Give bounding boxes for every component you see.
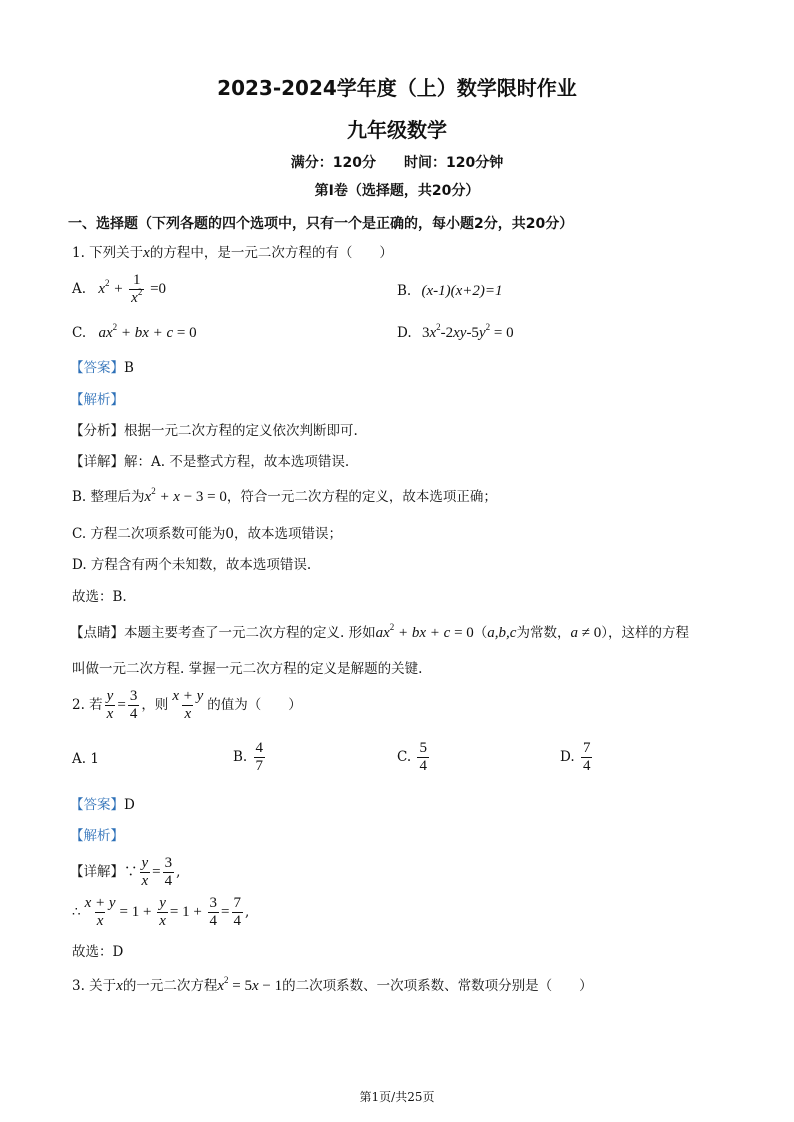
q1-fenxi: 【分析】根据一元二次方程的定义依次判断即可. — [70, 423, 358, 439]
q1-dianjing: 【点睛】本题主要考查了一元二次方程的定义. 形如$ax^2$ + bx + c = 0（a,b,c为常数，a ≠ 0），这样的方程 — [70, 622, 689, 641]
q2-choose: 故选：D — [72, 944, 124, 960]
q2-option-a: A. 1 — [72, 751, 99, 767]
q2-detail-line1: 【详解】∵ $\frac{y}{x}$ = $\frac{3}{4}$ , — [70, 855, 181, 889]
q1-stem: 1. 下列关于x的方程中，是一元二次方程的有（ ） — [72, 245, 393, 261]
q1-detail-d: D. 方程含有两个未知数，故本选项错误. — [72, 557, 312, 573]
q2-option-d: D. $\frac{7}{4}$ — [560, 740, 591, 774]
q1-detail-a: 【详解】解：A. 不是整式方程，故本选项错误. — [70, 454, 350, 470]
q1-analysis-tag: 【解析】 — [70, 392, 124, 408]
q1-dianjing-line2: 叫做一元二次方程. 掌握一元二次方程的定义是解题的关键. — [72, 661, 423, 677]
q1-option-b: B. (x-1)(x+2)=1 — [397, 283, 503, 299]
section-heading: 一、选择题（下列各题的四个选项中，只有一个是正确的，每小题2分，共20分） — [68, 216, 574, 232]
q2-option-c: C. $\frac{5}{4}$ — [397, 740, 427, 774]
q1-option-a: A. $x^2$ + $\frac{1}{x^2}$ =0 — [72, 272, 167, 306]
document-title: 2023-2024学年度（上）数学限时作业 — [217, 76, 577, 100]
q2-option-b: B. $\frac{4}{7}$ — [233, 740, 264, 774]
q2-detail-line2: ∴ $\frac{x + y}{x}$ = 1 + $\frac{y}{x}$ = 1 + $\frac{3}{4}$ = $\frac{7}{4}$ , — [72, 895, 250, 929]
q1-detail-c: C. 方程二次项系数可能为0，故本选项错误； — [72, 526, 343, 542]
q1-answer: 【答案】B — [70, 360, 134, 376]
document-subtitle: 九年级数学 — [347, 118, 447, 142]
q3-stem: 3. 关于x的一元二次方程$x^2 = 5x - 1$的二次项系数、一次项系数、常数项分别是（ ） — [72, 975, 593, 994]
q2-stem: 2. 若 $\frac{y}{x}$ = $\frac{3}{4}$ ，则 $\frac{x + y}{x}$ 的值为（ ） — [72, 688, 302, 722]
q1-option-d: D. $3x^2-2xy-5y^2 = 0$ — [397, 322, 514, 341]
q2-analysis-tag: 【解析】 — [70, 828, 124, 844]
q1-choose: 故选：B. — [72, 589, 127, 605]
q2-answer: 【答案】D — [70, 797, 135, 813]
exam-meta: 满分：120分 时间：120分钟 — [290, 155, 504, 171]
page-number: 第1页/共25页 — [359, 1090, 435, 1104]
q1-option-c: C. $ax^2$ + bx + c = 0 — [72, 322, 197, 341]
volume-title: 第Ⅰ卷（选择题，共20分） — [314, 183, 480, 199]
q1-detail-b: B. 整理后为$x^2 + x - 3 = 0$，符合一元二次方程的定义，故本选项正确； — [72, 486, 497, 505]
